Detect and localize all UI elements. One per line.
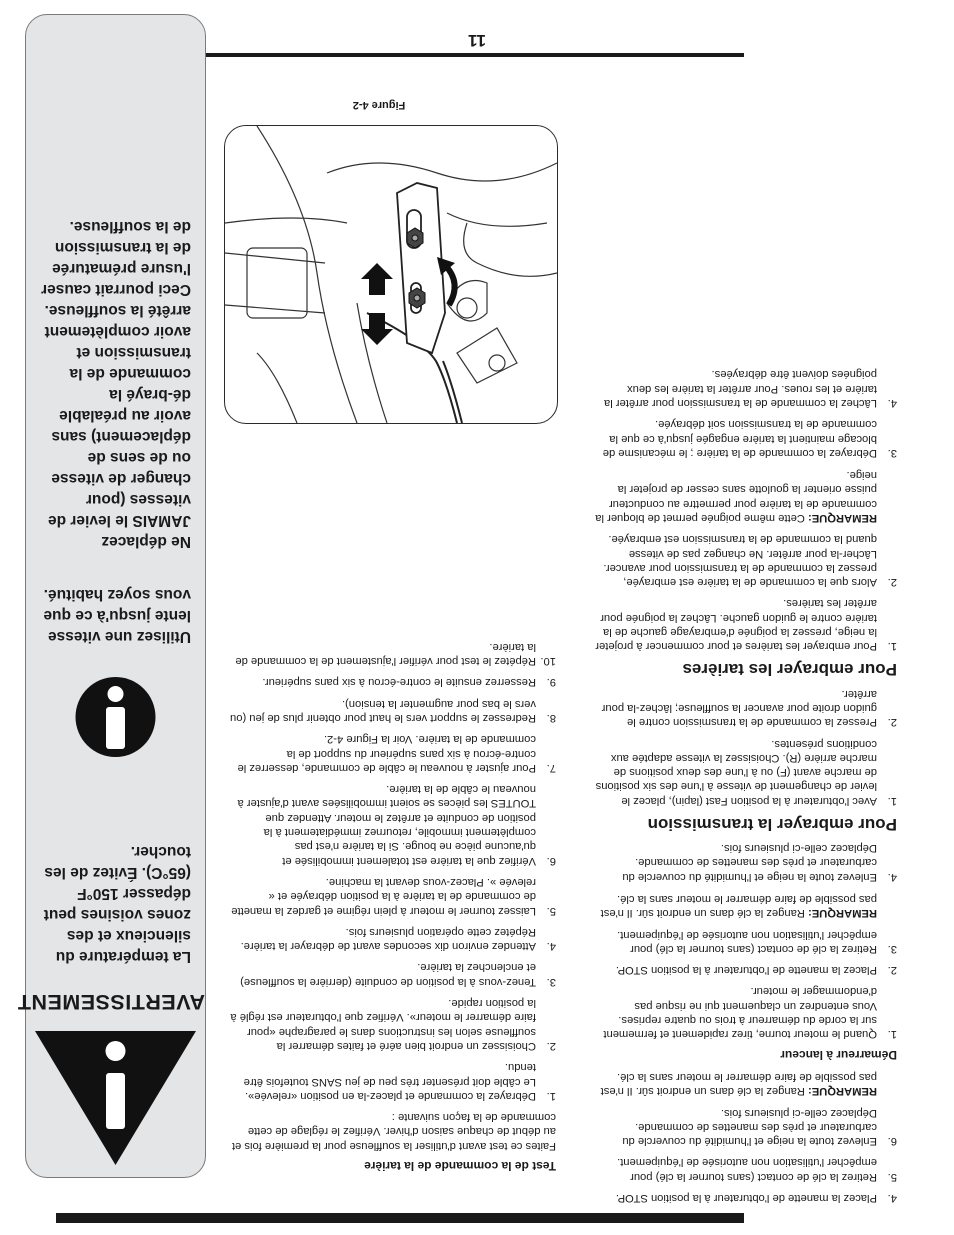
list-item: 2. Choisissez un endroit bien aéré et faites démarrer la souffleuse selon les instructions dans le paragraphe «pour faire démarrer le moteur». Vérifiez que l'obturateur est réglé à la position rapide. <box>230 997 556 1052</box>
auger-bracket-illustration <box>225 126 557 423</box>
intro-paragraph: Faites ce test avant d'utiliser la souffleuse pour la première fois et au début de chaque saison d'hiver. Vérifiez le réglage de cette commande de la façon suivante : <box>231 1111 556 1152</box>
list-item: 1. Avec l'obturateur à la position Fast (lapin), placez le levier de changement de vitesse à l'une des six positions de marche avant (F) ou à l'une des deux positions de marche arrière (R). Choisissez la vitesse adaptée aux conditions présentes. <box>595 737 897 807</box>
list-item: 2. Pressez la commande de la transmission contre le guidon droite pour avancer la souffleuse; lâchez-la pour arrêter. <box>601 687 897 729</box>
list-item: 4. Lâchez la commande de la transmission pour arrêter la tarière et les roues. Pour arrêter la tarière les deux poignées doivent être débrayées. <box>604 368 897 409</box>
figure-auger-bracket <box>224 125 558 424</box>
left-column <box>595 360 897 1205</box>
list-item: 5. Retirez la clé de contact (sans tourner la clé) pour empêcher l'utilisation non autorisée de l'équipement. <box>617 1156 897 1183</box>
bottom-rule <box>56 1213 744 1223</box>
right-column <box>230 633 556 1174</box>
note-paragraph: REMARQUE: Rangez la clé dans un endroit sûr. Il n'est pas possible de faire démarrer le moteur sans la clé. <box>600 1070 877 1098</box>
list-item: 10. Répétez le test pour vérifier l'ajustement de la commande de la tarière. <box>235 640 556 668</box>
warning-title: AVERTISSEMENT <box>17 990 205 1014</box>
list-item: 3. Retirez la clé de contact (sans tourner la clé) pour empêcher l'utilisation non autorisée de l'équipement. <box>617 928 897 955</box>
warning-triangle-icon <box>26 1021 205 1171</box>
steps-top-list <box>595 1105 897 1205</box>
list-item: 2. Placez la manette de l'obturateur à la position STOP. <box>615 964 897 977</box>
list-item: 4. Placez la manette de l'obturateur à la position STOP. <box>615 1192 897 1204</box>
list-item: 3. Tenez-vous à la position de conduite (derrière la souffleuse) et enclenchez la tarière. <box>240 961 556 988</box>
up-down-arrow-icon <box>361 263 393 345</box>
bracket <box>397 183 445 353</box>
section-heading-auger: Pour embrayer les tarières <box>682 660 897 680</box>
page-number: 11 <box>468 31 486 50</box>
list-item: 9. Resserrez ensuite le contre-écrou à six pans supérieur. <box>262 676 556 689</box>
warning-paragraph-temperature: La température du silencieux et des zones voisines peut dépasser 150°F (65°C). Évitez de les toucher. <box>43 843 191 965</box>
list-item: 1. Pour embrayer les tarières et pour commencer à projeter la neige, pressez la poignée d'embrayage gauche de la tarière contre le guidon gauche. Lâchez la poignée pour arrêter les tarières. <box>595 597 897 653</box>
list-item: 4. Attendez environ dix secondes avant de débrayer la tarière. Répétez cette opération plusieurs fois. <box>240 925 556 953</box>
list-item: 5. Laissez tourner le moteur à plein régime et gardez la manette de commande de la tarière à la position débrayée et « relevée ». Placez-vous devant la machine. <box>231 875 556 917</box>
caution-exclamation-icon <box>26 667 205 767</box>
section-heading-auger-test: Test de la commande de la tarière <box>364 1159 556 1173</box>
rotation-arrow-icon <box>445 265 455 305</box>
warning-sidebar <box>17 14 206 1178</box>
list-item: 1. Quand le moteur tourne, tirez rapidement et fermement sur la corde du démarreur à trois ou quatre reprises. Vous entendrez un claquement qui ne risque pas d'endommager le moteur. <box>603 985 897 1041</box>
list-item: 6. Vérifiez que la tarière est totalement immobilisée et qu'aucune pièce ne bouge. Si la tarière n'est pas complètement immobile, retournez immédiatement à la position de conduite et arrêtez le moteur. Attendez que TOUTES les pièces se soient immobilisées avant d'ajuster à nouveau le câble de la tarière. <box>237 783 556 867</box>
note-paragraph: REMARQUE: Cette même poignée permet de bloquer la commande de la tarière pour permettre au conducteur puisse orienter la goulotte sans cesser de projeter la neige. <box>595 469 877 525</box>
list-item: 8. Redressez le support vers le haut pour obtenir plus de jeu (ou vers le bas pour augmenter la tension). <box>230 697 556 724</box>
list-item: 6. Enlevez toute la neige et l'humidité du couvercle du carburateur et près des manettes de commande. Déplacez celle-ci plusieurs fois. <box>622 1106 897 1148</box>
list-item: 4. Enlevez toute la neige et l'humidité du couvercle du carburateur et près des manettes de commande. Déplacez celle-ci plusieurs fois. <box>622 842 897 883</box>
warning-paragraph-gear-shift: Ne déplacez JAMAIS le levier de vitesses (pour changer de vitesse ou de sens de déplacement) sans avoir au préalable dé-brayé la commande de la transmission et avoir complètement arrêté la souffleuse. Ceci pourrait causer l'usure prématurée de la transmission de la souffleuse. <box>41 218 191 550</box>
section-heading-recoil: Démarreur à lanceur <box>780 1047 897 1062</box>
section-heading-drive: Pour embrayer la transmission <box>647 814 897 834</box>
list-item: 7. Pour ajuster à nouveau le câble de commande, desserrez le contre-écrou à six pans supérieur du support de la commande de la tarière. Voir la Figure 4-2. <box>237 733 556 774</box>
warning-paragraph-speed: Utilisez une vitesse lente jusqu'à ce que vous soyez habitué. <box>43 586 191 645</box>
note-paragraph: REMARQUE: Rangez la clé dans un endroit sûr. Il n'est pas possible de faire démarrer le moteur sans la clé. <box>600 892 877 920</box>
list-item: 1. Débrayez la commande et placez-la en position «relevée». Le câble doit présenter très peu de jeu SANS toutefois être tendu. <box>243 1061 556 1102</box>
figure-caption: Figure 4-2 <box>352 99 406 111</box>
list-item: 3. Débrayez la commande de la tarière ; le mécanisme de blocage maintient la tarière engagée jusqu'à ce que la commande de la transmission soit débrayée. <box>602 418 897 459</box>
list-item: 2. Alors que la commande de la tarière est embrayée, pressez la commande de la transmission pour avancer. Lâcher-la pour arrêter. Ne changez pas de vitesse quand la commande de la transmission est embrayée. <box>603 533 897 589</box>
